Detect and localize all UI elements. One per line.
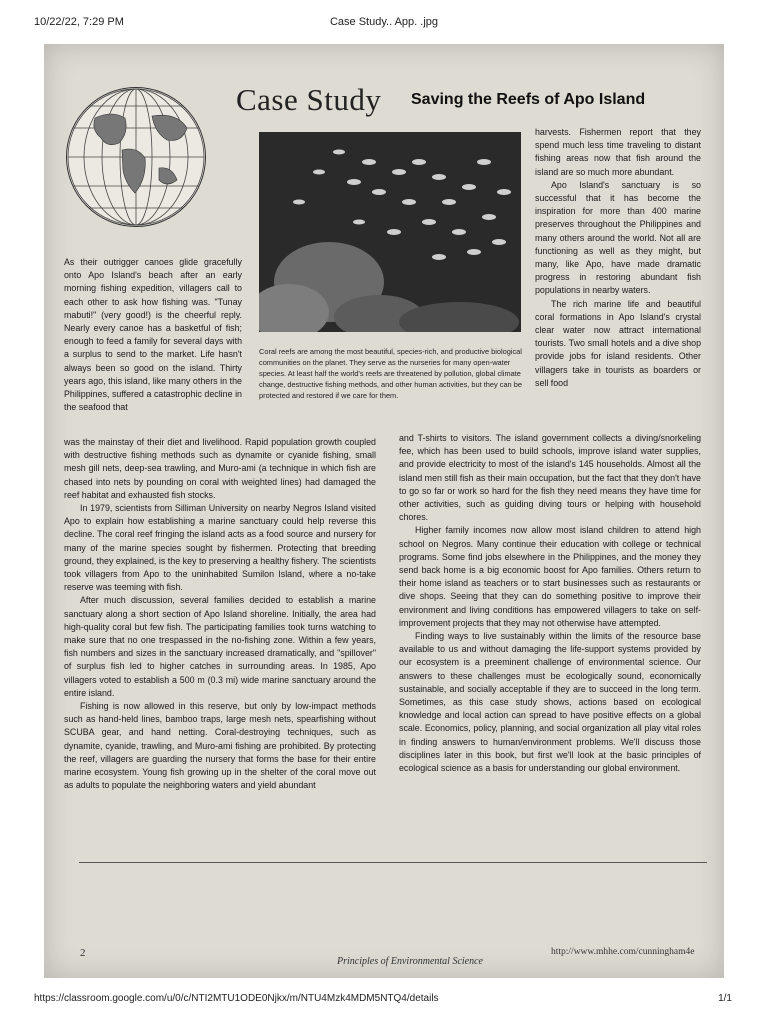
page-number: 2 — [80, 947, 86, 959]
paragraph: In 1979, scientists from Silliman University on nearby Negros Island visited Apo to explain how establishing a marine sanctuary could help reverse this decline. The coral reef fringing the island acts as a food source and nursery for many of the marine species sought by fishermen. Protecting that breeding ground, they explained, is the key to preserving a healthy fishery. The scientists took villagers from Apo to the uninhabited Sumilon Island, where a no-take reserve was teeming with fish. — [64, 503, 376, 593]
paragraph: Fishing is now allowed in this reserve, but only by low-impact methods such as hand-held lines, bamboo traps, large mesh nets, spearfishing without SCUBA gear, and hand netting. Coral-destroying techniques, such as dynamite, cyanide, trawling, and Muro-ami fishing are prohibited. By protecting the reef, villagers are guarding the nursery that forms the base for their entire marine ecosystem. Young fish growing up in the shelter of the coral move out as adults to populate the neighboring waters and yield abundant — [64, 701, 376, 791]
print-page-count: 1/1 — [718, 993, 732, 1004]
divider — [79, 862, 707, 863]
case-study-heading: Case Study — [236, 82, 382, 117]
article-title: Saving the Reefs of Apo Island — [411, 91, 646, 108]
paragraph: Higher family incomes now allow most island children to attend high school on Negros. Many continue their education with college or technical programs. Some find jobs elsewhere in the Philippines, and the money they send back home is a big economic boost for Apo families. Others return to their home island as teachers or to start businesses such as restaurants or dive shops. Seeing that they can do something positive to improve their environment and living conditions has empowered villagers to take on self-improvement projects that they may not otherwise have attempted. — [399, 525, 701, 628]
paragraph: harvests. Fishermen report that they spend much less time traveling to distant fishing areas now that fish around the island are so much more abundant. — [535, 127, 701, 177]
top-right-column — [535, 126, 701, 390]
print-datetime: 10/22/22, 7:29 PM — [34, 16, 124, 28]
intro-column — [64, 256, 242, 414]
publisher-url: http://www.mhhe.com/cunningham4e — [551, 947, 695, 957]
paragraph: was the mainstay of their diet and livelihood. Rapid population growth coupled with destructive fishing methods such as dynamite or cyanide fishing, small mesh gill nets, deep-sea trawling, and Muro-ami (a technique in which fish are chased into nets by pounding on coral with weighted lines) had damaged the reef habitat and exhausted fish stocks. — [64, 437, 376, 500]
paragraph: and T-shirts to visitors. The island government collects a diving/snorkeling fee, which has been used to build schools, improve island water supplies, and provide electricity to most of the island's 145 households. Almost all the island men still fish as their main occupation, but the fact that they don't have to go so far or work so hard for the fish they need means they have time for other activities, such as guiding diving tours or helping with household chores. — [399, 433, 701, 523]
scanned-page — [44, 44, 724, 978]
paragraph: The rich marine life and beautiful coral formations in Apo Island's crystal clear water now attract international tourists. Two small hotels and a dive shop provide jobs for island residents. Other villagers take in tourists as boarders or sell food — [535, 298, 701, 388]
running-footer: Principles of Environmental Science — [337, 956, 483, 967]
left-column — [64, 436, 376, 792]
print-document-title: Case Study.. App. .jpg — [329, 16, 439, 28]
globe-icon — [66, 87, 206, 227]
right-column — [399, 432, 701, 775]
print-url: https://classroom.google.com/u/0/c/NTI2MTU1ODE0Njkx/m/NTU4Mzk4MDM5NTQ4/details — [34, 993, 439, 1004]
photo-caption: Coral reefs are among the most beautiful, species-rich, and productive biological communities on the planet. They serve as the nurseries for many open-water species. At least half the world's reefs are threatened by pollution, global climate change, destructive fishing methods, and other human activities, but they can be protected and restored if we care for them. — [259, 347, 522, 400]
intro-paragraph: As their outrigger canoes glide gracefully onto Apo Island's beach after an early morning fishing expedition, villagers call to each other to ask how fishing was. "Tunay mabuti!" (very good!) is the cheerful reply. Nearly every canoe has a basketful of fish; enough to feed a family for several days with a surplus to send to the market. Life hasn't always been so good on the island. Thirty years ago, this island, like many others in the Philippines, suffered a catastrophic decline in the seafood that — [64, 257, 242, 413]
paragraph: Finding ways to live sustainably within the limits of the resource base available to us and without damaging the life-support systems provided by our ecosystem is a preeminent challenge of environmental science. Our answers to these challenges must be ecologically sound, economically sustainable, and socially acceptable if they are to succeed in the long term. Sometimes, as this case study shows, actions based on ecological knowledge and local action can spread to have positive effects on a global scale. Economics, policy, planning, and social organization all play vital roles in finding answers to human/environment problems. We'll discuss those disciplines later in this book, but first we'll look at the basic principles of ecological science as a basis for understanding our global environment. — [399, 631, 701, 774]
paragraph: After much discussion, several families decided to establish a marine sanctuary along a short section of Apo Island shoreline. Initially, the area had high-quality coral but few fish. The participating families took turns watching to make sure that no one trespassed in the no-fishing zone. Within a few years, fish numbers and sizes in the sanctuary increased dramatically, and "spillover" of surplus fish led to higher catches in surrounding areas. In 1985, Apo villagers voted to establish a 500 m (0.3 mi) wide marine sanctuary around the entire island. — [64, 595, 376, 698]
coral-reef-photo — [259, 132, 521, 332]
paragraph: Apo Island's sanctuary is so successful that it has become the inspiration for more than 400 marine preserves throughout the Philippines and many others around the world. Not all are functioning as well as they might, but many, like Apo, have made dramatic progress in restoring abundant fish populations in nearby waters. — [535, 179, 701, 296]
